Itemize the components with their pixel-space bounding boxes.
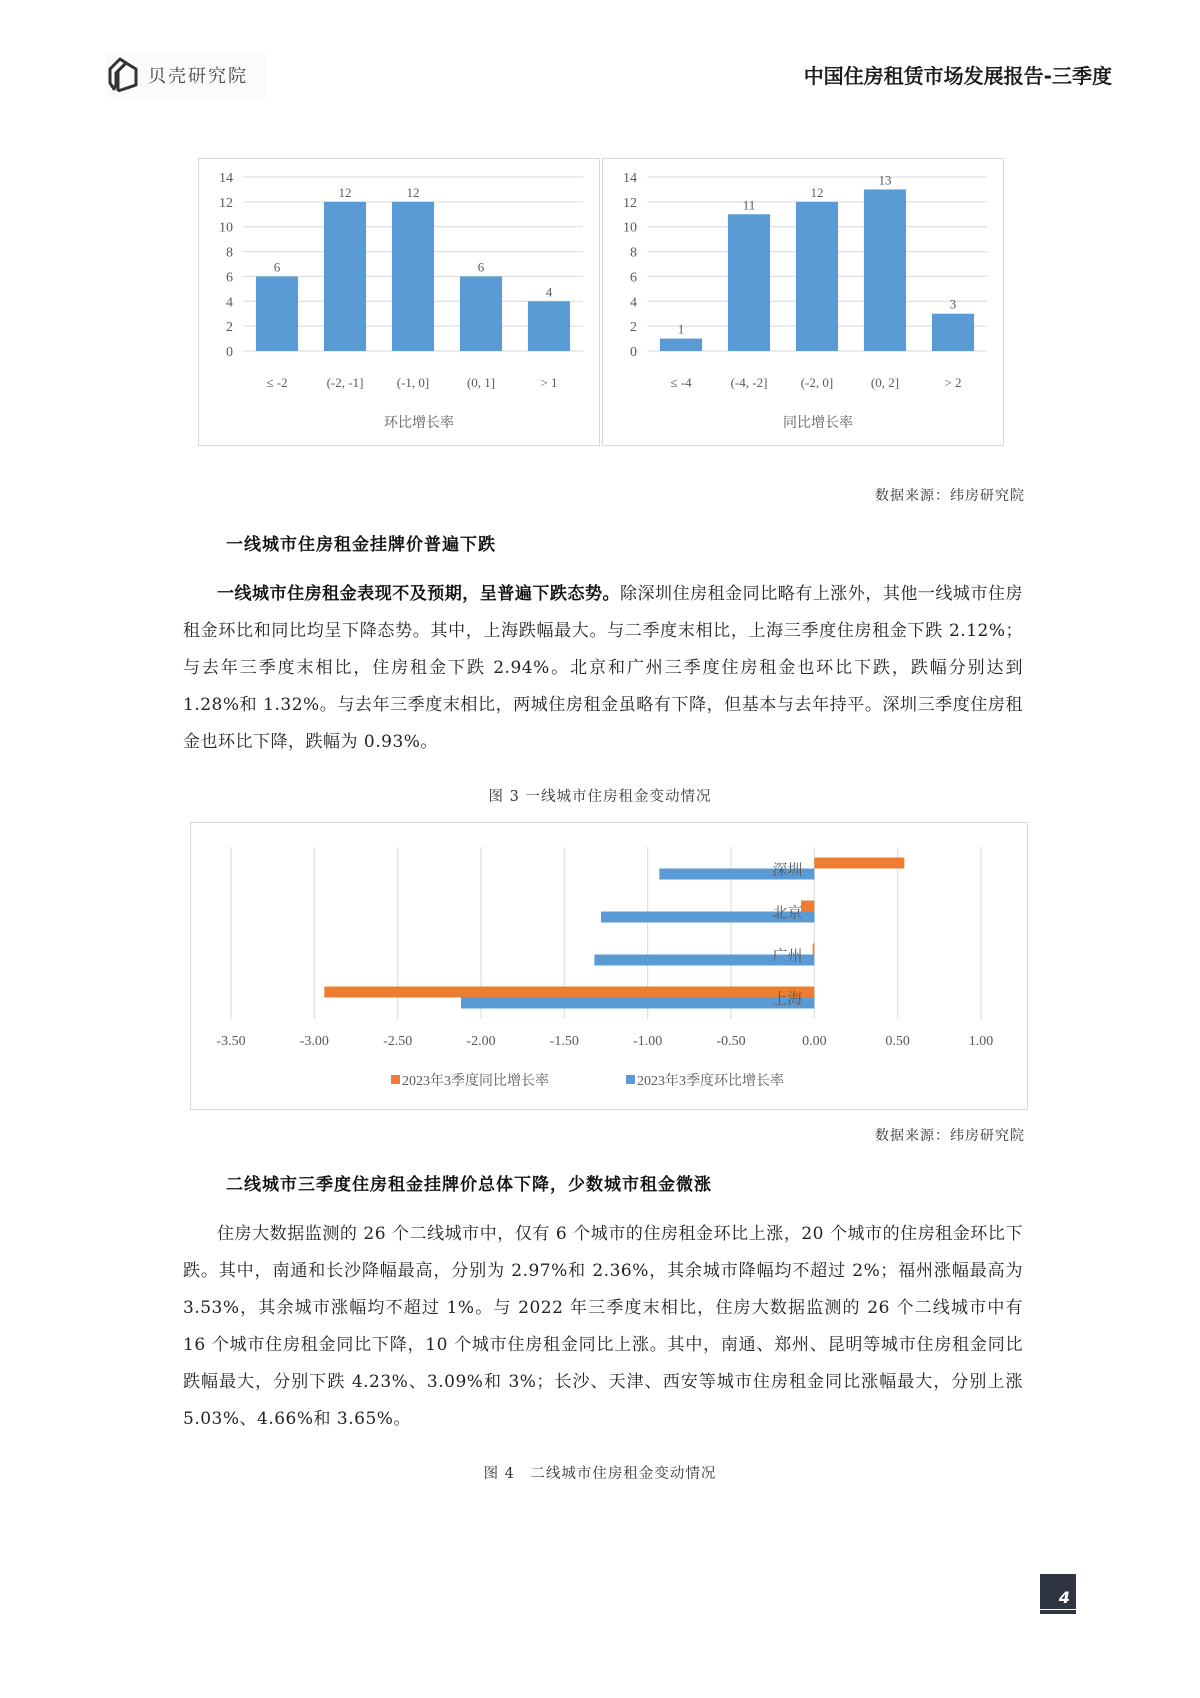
bar — [392, 202, 434, 351]
y-tick-label: 14 — [623, 171, 637, 186]
y-tick-label: 0 — [630, 345, 637, 360]
x-category-label: ≤ -4 — [670, 375, 692, 390]
section1-heading: 一线城市住房租金挂牌价普遍下跌 — [226, 535, 496, 555]
section1-paragraph — [183, 576, 1023, 761]
x-tick-label: -0.50 — [716, 1034, 746, 1049]
y-tick-label: 8 — [630, 245, 637, 261]
bar-value-label: 6 — [273, 259, 281, 275]
bar — [796, 202, 838, 351]
bar — [728, 214, 770, 351]
x-tick-label: -1.50 — [549, 1034, 579, 1049]
bar — [324, 987, 814, 998]
bar — [932, 314, 974, 351]
x-category-label: (-1, 0] — [396, 375, 430, 390]
data-source-2: 数据来源：纬房研究院 — [875, 1128, 1025, 1144]
x-category-label: > 2 — [944, 375, 962, 390]
y-tick-label: 8 — [226, 245, 233, 261]
category-label: 广州 — [772, 948, 803, 965]
svg-text:环比增长率: 环比增长率 — [384, 416, 454, 431]
bar-value-label: 11 — [742, 197, 756, 213]
tier1-hbar-chart — [191, 823, 1027, 1109]
brand-logo — [106, 52, 266, 98]
y-tick-label: 10 — [623, 220, 637, 236]
mom-bar-chart — [199, 159, 599, 445]
y-tick-label: 2 — [226, 320, 233, 336]
bar-value-label: 12 — [338, 184, 352, 200]
yoy-bar-chart — [603, 159, 1003, 445]
legend-label: 2023年3季度同比增长率 — [402, 1074, 549, 1089]
x-tick-label: 0.50 — [885, 1034, 910, 1049]
x-tick-label: 0.00 — [802, 1034, 827, 1049]
x-category-label: (0, 1] — [466, 375, 496, 390]
svg-text:同比增长率: 同比增长率 — [783, 416, 853, 431]
x-tick-label: -3.00 — [299, 1034, 329, 1049]
category-label: 深圳 — [772, 862, 803, 879]
bar-value-label: 4 — [545, 284, 553, 300]
page-number-text: 4 — [1058, 1588, 1070, 1607]
bar — [256, 276, 298, 351]
bar-value-label: 12 — [810, 184, 824, 200]
section1-lead: 一线城市住房租金表现不及预期，呈普遍下跌态势。 — [217, 584, 621, 604]
bar-value-label: 12 — [406, 184, 420, 200]
bar — [528, 301, 570, 351]
x-category-label: (0, 2] — [870, 375, 900, 390]
section1-body: 除深圳住房租金同比略有上涨外，其他一线城市住房租金环比和同比均呈下降态势。其中，上海跌幅最大。与二季度末相比，上海三季度住房租金下跌 2.12%；与去年三季度末相比，住房租金下跌 2.94%。北京和广州三季度住房租金也环比下跌，跌幅分别达到 1.28%和 1.32%。与去年三季度末相比，两城住房租金虽略有下降，但基本与去年持平。深圳三季度住房租金也环比下降，跌幅为 0.93%。 — [183, 584, 1024, 752]
y-tick-label: 4 — [226, 295, 233, 311]
bar — [461, 998, 814, 1009]
mom-distribution-chart — [198, 158, 600, 446]
figure4-caption: 图 4 二线城市住房租金变动情况 — [483, 1466, 717, 1482]
x-tick-label: 1.00 — [968, 1034, 994, 1049]
x-category-label: ≤ -2 — [266, 375, 288, 390]
bar — [864, 189, 906, 351]
legend-label: 2023年3季度环比增长率 — [637, 1074, 784, 1089]
bar — [813, 944, 815, 955]
legend-swatch — [391, 1075, 400, 1084]
x-tick-label: -2.00 — [466, 1034, 496, 1049]
y-tick-label: 6 — [630, 270, 637, 286]
x-tick-label: -1.00 — [633, 1034, 663, 1049]
bar — [460, 276, 502, 351]
bar-value-label: 6 — [477, 259, 485, 275]
x-tick-label: -2.50 — [383, 1034, 413, 1049]
y-tick-label: 12 — [219, 195, 233, 211]
legend-swatch — [626, 1075, 635, 1084]
figure3-caption: 图 3 一线城市住房租金变动情况 — [488, 789, 712, 805]
page-number — [1040, 1574, 1076, 1614]
y-tick-label: 14 — [219, 171, 233, 186]
y-tick-label: 4 — [630, 295, 637, 311]
bar-value-label: 1 — [677, 321, 685, 337]
y-tick-label: 2 — [630, 320, 637, 336]
beike-logo-icon — [106, 55, 142, 95]
section2-paragraph: 住房大数据监测的 26 个二线城市中，仅有 6 个城市的住房租金环比上涨，20 个城市的住房租金环比下跌。其中，南通和长沙降幅最高，分别为 2.97%和 2.36%，其余城市降幅均不超过 2%；福州涨幅最高为 3.53%，其余城市涨幅均不超过 1%。与 2022 年三季度末相比，住房大数据监测的 26 个二线城市中有 16 个城市住房租金同比下降，10 个城市住房租金同比上涨。其中，南通、郑州、昆明等城市住房租金同比跌幅最大，分别下跌 4.23%、3.09%和 3%；长沙、天津、西安等城市住房租金同比涨幅最大，分别上涨 5.03%、4.66%和 3.65%。 — [183, 1224, 1023, 1429]
y-tick-label: 6 — [226, 270, 233, 286]
x-category-label: (-4, -2] — [730, 375, 768, 390]
y-tick-label: 10 — [219, 220, 233, 236]
bar-value-label: 13 — [878, 172, 892, 188]
tier1-rent-change-chart — [190, 822, 1028, 1110]
report-title: 中国住房租赁市场发展报告-三季度 — [803, 64, 1112, 88]
y-tick-label: 12 — [623, 195, 637, 211]
bar — [814, 858, 904, 869]
x-category-label: > 1 — [540, 375, 558, 390]
category-label: 上海 — [772, 991, 803, 1008]
bar — [660, 339, 702, 351]
logo-text: 贝壳研究院 — [148, 66, 248, 87]
y-tick-label: 0 — [226, 345, 233, 360]
x-tick-label: -3.50 — [216, 1034, 246, 1049]
data-source-1: 数据来源：纬房研究院 — [875, 488, 1025, 504]
page-number-rule — [1040, 1609, 1076, 1610]
x-category-label: (-2, 0] — [800, 375, 834, 390]
bar-value-label: 3 — [949, 296, 957, 312]
x-category-label: (-2, -1] — [326, 375, 364, 390]
category-label: 北京 — [772, 905, 803, 922]
bar — [324, 202, 366, 351]
section2-heading: 二线城市三季度住房租金挂牌价总体下降，少数城市租金微涨 — [226, 1175, 712, 1195]
yoy-distribution-chart — [602, 158, 1004, 446]
bar — [801, 901, 814, 912]
